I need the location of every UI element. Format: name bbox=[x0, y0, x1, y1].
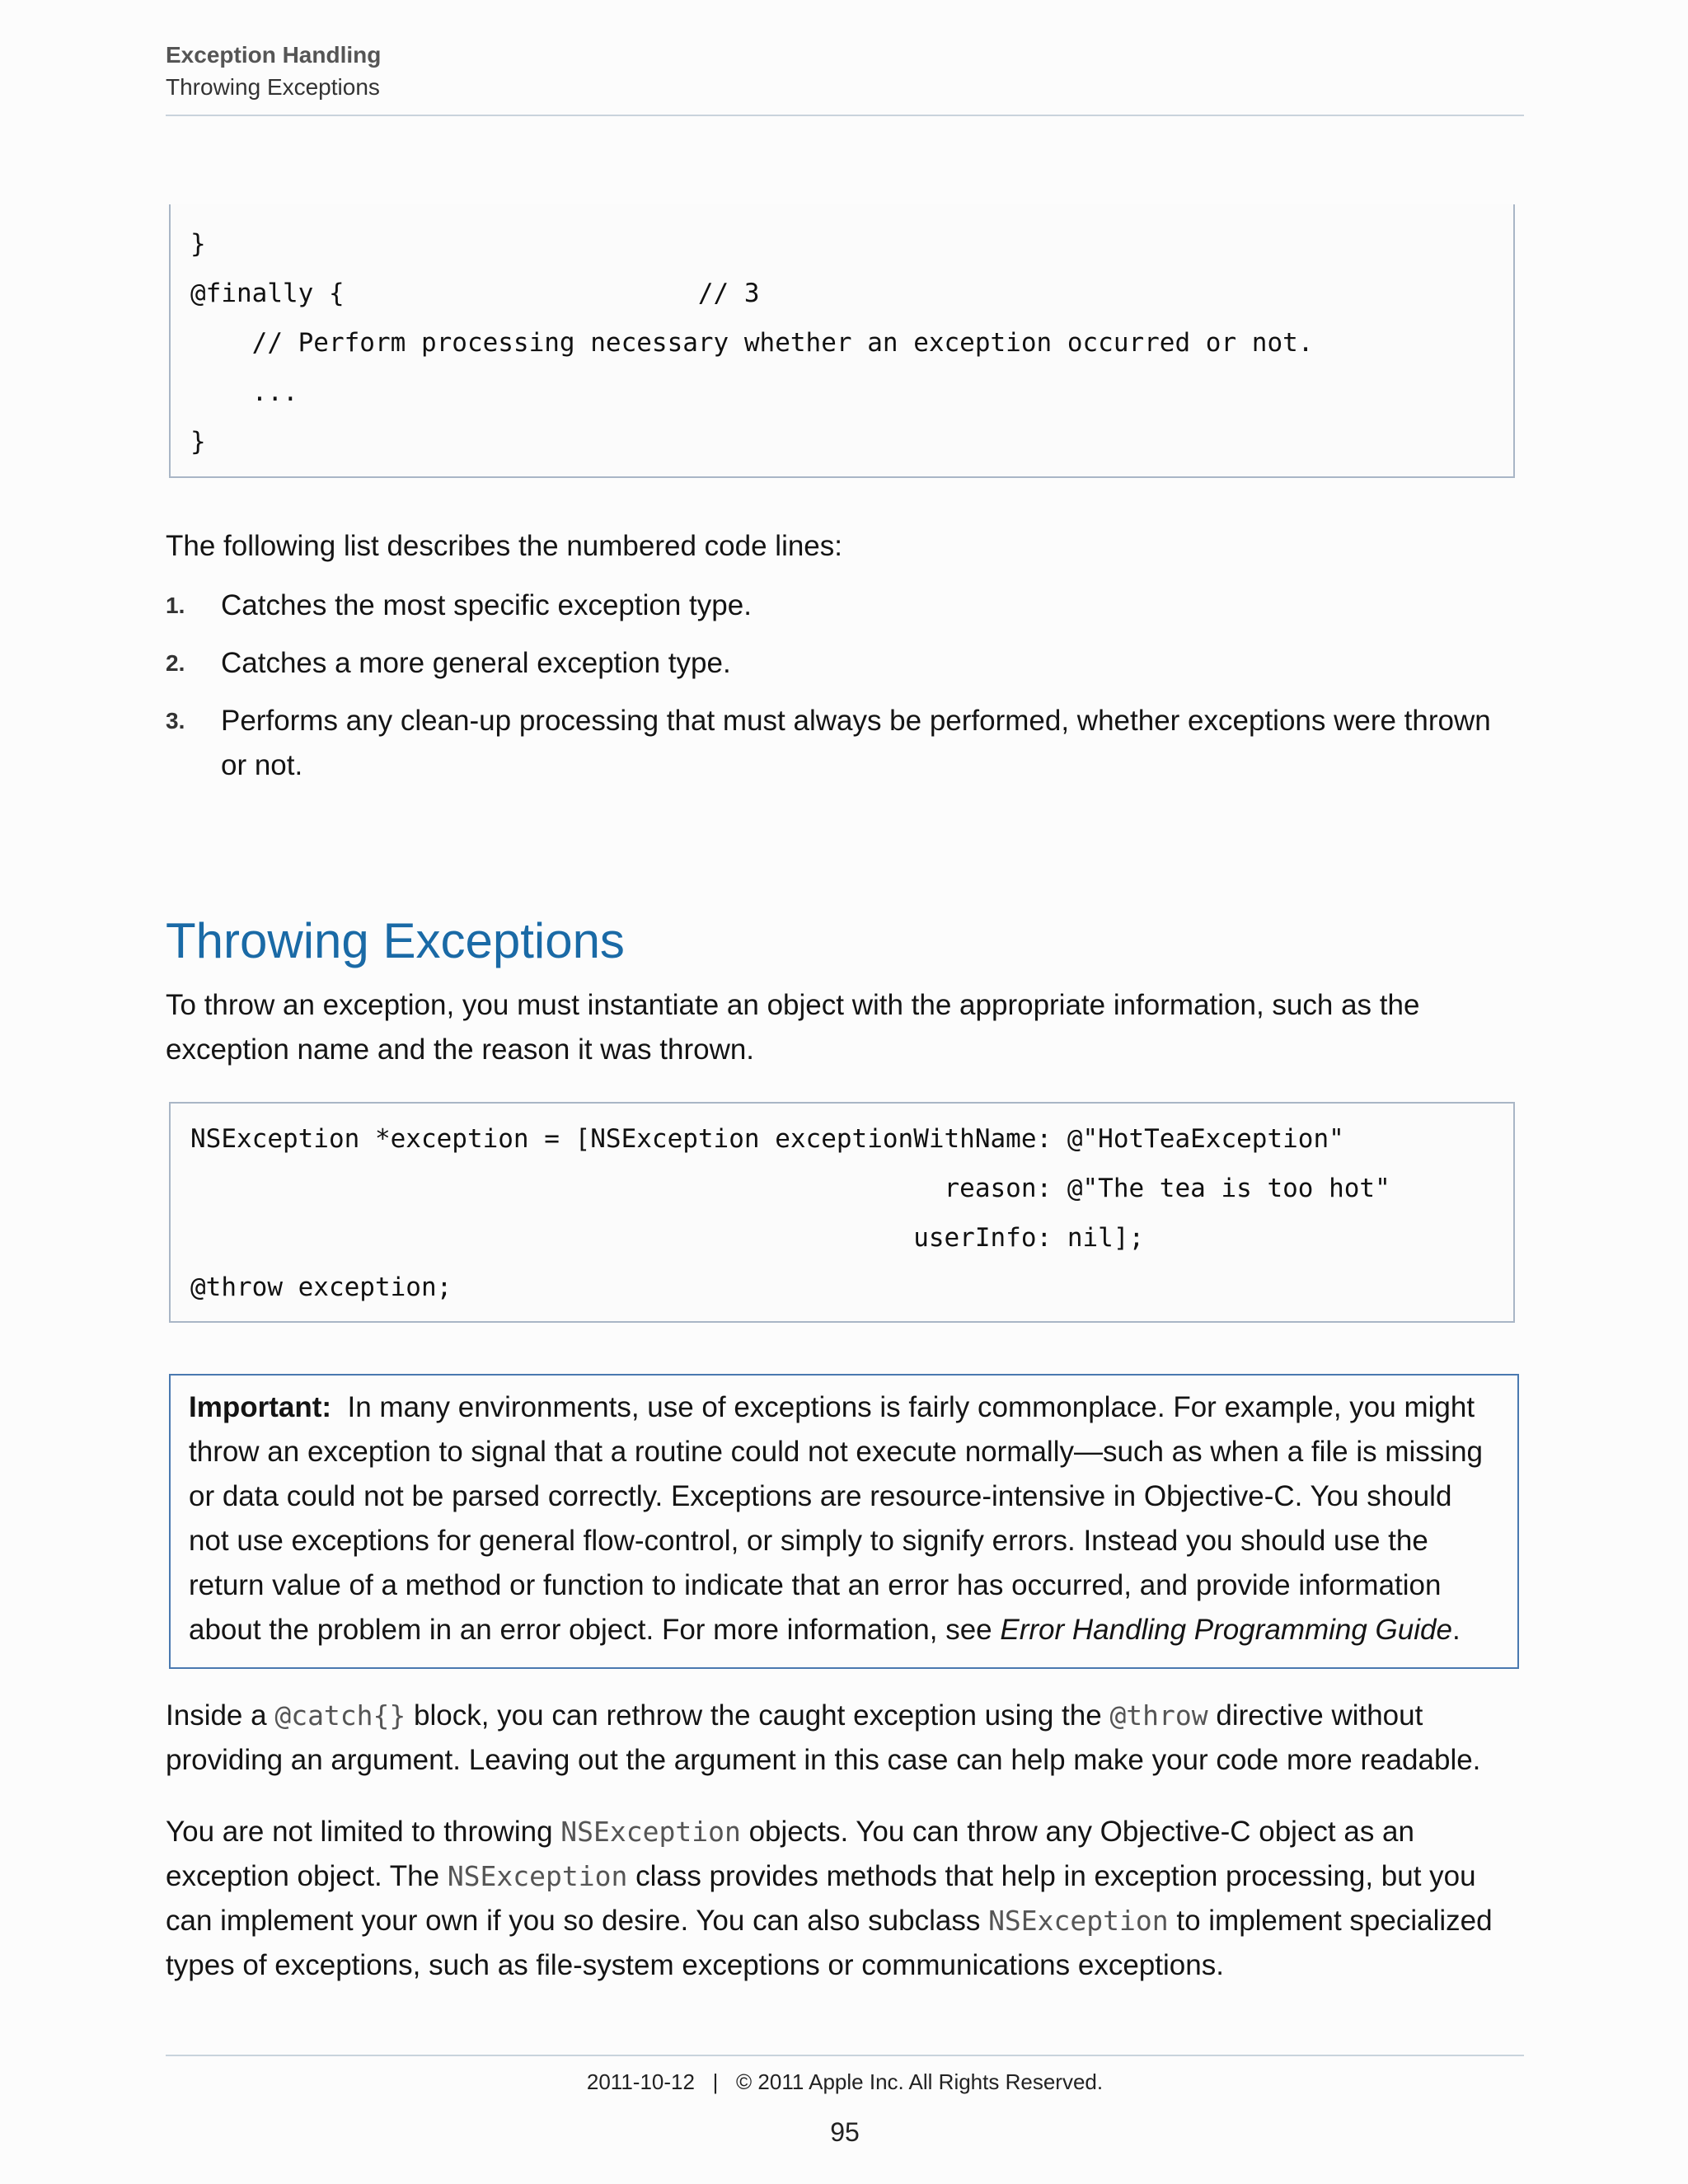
text-run: Inside a bbox=[166, 1699, 267, 1732]
text-run: to implement specialized types of exceptions, such as file-system exceptions or communications exceptions. bbox=[166, 1905, 1493, 1981]
list-item bbox=[166, 583, 1524, 628]
guide-link[interactable]: Error Handling Programming Guide bbox=[1000, 1614, 1452, 1646]
numbered-list bbox=[166, 583, 1524, 801]
code-line: } bbox=[190, 427, 206, 457]
text-run: class provides methods that help in exception processing, but you can implement your own if you so desire. You can also subclass bbox=[166, 1860, 1476, 1937]
code-line: @finally { // 3 bbox=[190, 279, 760, 308]
list-item-number: 3. bbox=[166, 708, 185, 733]
important-note bbox=[169, 1374, 1519, 1669]
list-item-text: Performs any clean-up processing that must always be performed, whether exceptions were thrown or not. bbox=[221, 705, 1491, 781]
code-block-throw-lines bbox=[190, 1114, 1390, 1312]
code-line: NSException *exception = [NSException exceptionWithName: @"HotTeaException" bbox=[190, 1124, 1344, 1154]
code-line: ... bbox=[190, 377, 298, 407]
list-item bbox=[166, 641, 1524, 686]
list-item bbox=[166, 699, 1524, 788]
text-run: You are not limited to throwing bbox=[166, 1816, 553, 1848]
code-line: // Perform processing necessary whether an exception occurred or not. bbox=[190, 328, 1314, 358]
inline-code: NSException bbox=[988, 1905, 1169, 1937]
header-section: Throwing Exceptions bbox=[166, 74, 380, 100]
code-line: @throw exception; bbox=[190, 1272, 452, 1302]
text-run: directive without providing an argument. Leaving out the argument in this case can help make your code more readable. bbox=[166, 1699, 1481, 1776]
text-run: objects. You can throw any Objective-C object as an exception object. The bbox=[166, 1816, 1414, 1892]
important-end: . bbox=[1451, 1614, 1461, 1646]
paragraph-limits bbox=[166, 1810, 1524, 1988]
code-block-finally-lines bbox=[190, 219, 1313, 466]
running-header bbox=[166, 40, 1524, 104]
section-heading: Throwing Exceptions bbox=[166, 913, 625, 968]
list-intro: The following list describes the numbered code lines: bbox=[166, 530, 842, 562]
important-label: Important: bbox=[189, 1391, 332, 1423]
footer-copyright: 2011-10-12 | © 2011 Apple Inc. All Rights Reserved. bbox=[586, 2069, 1104, 2094]
list-item-number: 2. bbox=[166, 650, 185, 676]
code-line: } bbox=[190, 229, 206, 259]
inline-code: NSException bbox=[560, 1816, 741, 1848]
list-item-text: Catches a more general exception type. bbox=[221, 647, 731, 679]
header-divider bbox=[166, 115, 1524, 116]
intro-paragraph: To throw an exception, you must instantiate an object with the appropriate information, such as the exception name and the reason it was thrown. bbox=[166, 989, 1420, 1066]
code-line: userInfo: nil]; bbox=[190, 1223, 1145, 1253]
text-run: block, you can rethrow the caught exception using the bbox=[414, 1699, 1102, 1732]
inline-code: @throw bbox=[1109, 1699, 1208, 1732]
inline-code: @catch{} bbox=[274, 1699, 406, 1732]
inline-code: NSException bbox=[447, 1860, 628, 1892]
paragraph-rethrow bbox=[166, 1694, 1524, 1783]
footer-divider bbox=[166, 2055, 1524, 2056]
list-item-text: Catches the most specific exception type. bbox=[221, 589, 752, 621]
important-text: In many environments, use of exceptions is fairly commonplace. For example, you might throw an exception to signal that a routine could not execute normally—such as when a file is missing or data could not be parsed correctly. Exceptions are resource-intensive in Objective-C. You should not use exceptions for general flow-control, or simply to signify errors. Instead you should use the return value of a method or function to indicate that an error has occurred, and provide information about the problem in an error object. For more information, see bbox=[189, 1391, 1484, 1646]
list-item-number: 1. bbox=[166, 593, 185, 618]
code-line: reason: @"The tea is too hot" bbox=[190, 1174, 1390, 1203]
page-number: 95 bbox=[830, 2117, 860, 2147]
header-chapter: Exception Handling bbox=[166, 42, 382, 68]
